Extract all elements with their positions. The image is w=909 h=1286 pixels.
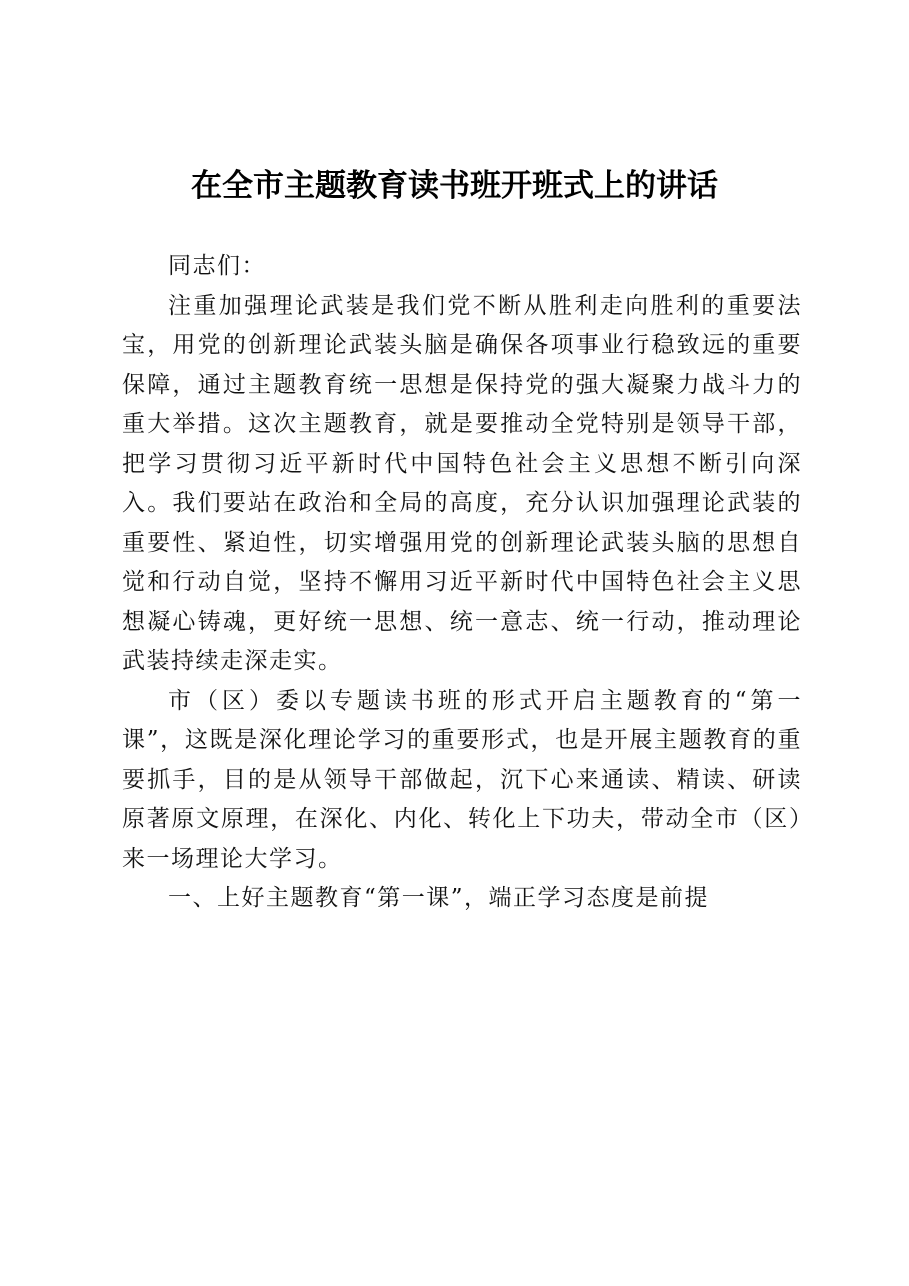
- paragraph-2: 市（区）委以专题读书班的形式开启主题教育的“第一课”，这既是深化理论学习的重要形式，也是开展主题教育的重要抓手，目的是从领导干部做起，沉下心来通读、精读、研读原著原文原理，在深化、内化、转化上下功夫，带动全市（区）来一场理论大学习。: [122, 687, 802, 872]
- document-body: [122, 247, 802, 919]
- salutation: 同志们：: [168, 253, 266, 279]
- section-heading: 一、上好主题教育“第一课”，端正学习态度是前提: [168, 885, 710, 911]
- document-title: 在全市主题教育读书班开班式上的讲话: [191, 168, 718, 204]
- paragraph-1: 注重加强理论武装是我们党不断从胜利走向胜利的重要法宝，用党的创新理论武装头脑是确保各项事业行稳致远的重要保障，通过主题教育统一思想是保持党的强大凝聚力战斗力的重大举措。这次主题教育，就是要推动全党特别是领导干部，把学习贯彻习近平新时代中国特色社会主义思想不断引向深入。我们要站在政治和全局的高度，充分认识加强理论武装的重要性、紧迫性，切实增强用党的创新理论武装头脑的思想自觉和行动自觉，坚持不懈用习近平新时代中国特色社会主义思想凝心铸魂，更好统一思想、统一意志、统一行动，推动理论武装持续走深走实。: [122, 292, 802, 674]
